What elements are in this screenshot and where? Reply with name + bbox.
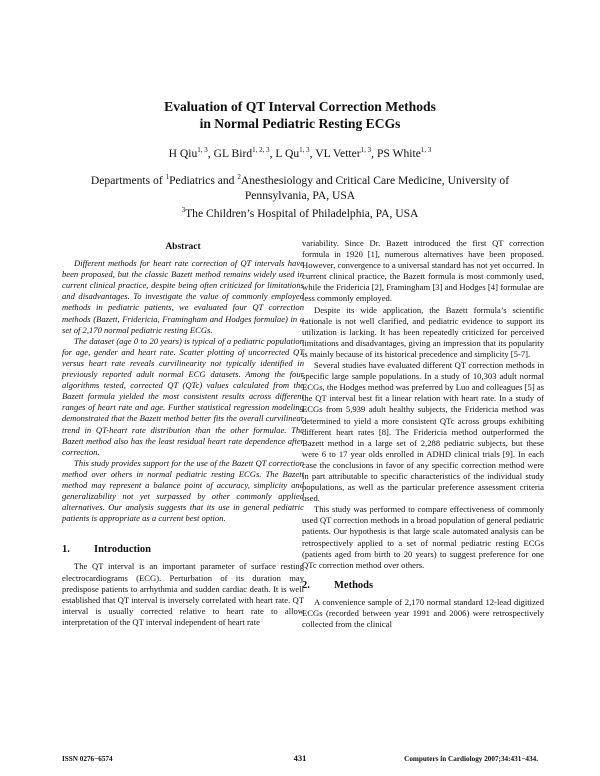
affil-sup: 2 — [237, 173, 241, 181]
section-heading-methods — [302, 580, 544, 591]
right-column — [302, 238, 544, 630]
author-sup: 1, 3 — [197, 146, 208, 154]
author-list: H Qiu$^{1, 3}$, GL Bird$^{1, 2, 3}$, L Qu$^{1, 3}$, VL Vetter$^{1, 3}$, PS White$^{1, 3}$ — [168, 146, 432, 160]
affil-sup: 1 — [165, 173, 170, 181]
affil-sup: 3 — [181, 205, 186, 214]
author: PS White — [376, 146, 421, 160]
affiliations — [80, 170, 520, 221]
author: H Qiu — [168, 146, 198, 160]
author: GL Bird — [213, 146, 253, 160]
body-paragraph: A convenience sample of 2,170 normal standard 12-lead digitized ECGs (recorded between year 1991 and 2006) were retrospectively collected from the clinical — [302, 596, 544, 630]
section-number: 1. — [62, 544, 70, 556]
author-sup: 1, 3 — [420, 146, 432, 154]
author: L Qu — [275, 146, 300, 160]
footer-page-number: 431 — [293, 753, 307, 763]
author-sup: 1, 2, 3 — [252, 146, 270, 154]
affiliation-line-1 — [80, 170, 520, 203]
footer-issn: ISSN 0276−6574 — [62, 755, 113, 763]
affiliation-line-2 — [80, 203, 520, 221]
body-paragraph: The QT interval is an important parameter of surface resting electrocardiograms (ECG). Perturbation of its duration may predispose patients to arrhythmia and sudden cardiac death. It is well established that QT interval is inversely correlated with heart rate. QT interval is usually corrected relative to heart rate to allow interpretation of the QT interval independent of heart rate — [62, 561, 304, 627]
body-paragraph: Several studies have evaluated different QT correction methods in specific large sample populations. In a study of 10,303 adult normal ECGs, the Hodges method was preferred by Luo and colleagues [5] as the QT interval best fit a linear relation with heart rate. In a study of ECGs from 5,939 adult healthy subjects, the Fridericia method was determined to yield a more consistent QTc across groups exhibiting different heart rates [8]. The Fridericia method outperformed the Bazett method in a large set of 2,288 pediatric subjects, but these were 6 to 17 year olds enrolled in ADHD clinical trials [9]. In each case the conclusions in favor of any specific correction method were in part attributable to specific characteristics of the individual study populations, as well as the particular preference assessment criteria used. — [302, 360, 544, 504]
affil-text: Anesthesiology and Critical Care Medicine, University of Pennsylvania, PA, USA — [240, 173, 510, 202]
author-sup: 1, 3 — [299, 146, 310, 154]
affil-text: Departments of — [90, 173, 166, 187]
left-column — [62, 238, 304, 628]
body-paragraph: Despite its wide application, the Bazett formula’s scientific rationale is not well clarified, and pediatric evidence to support its utilization is lacking. It has been repeatedly criticized for perceived limitations and disadvantages, giving an impression that its popularity is mainly because of its historical precedence and simplicity [5-7]. — [302, 304, 544, 359]
abstract-paragraph: Different methods for heart rate correction of QT intervals have been proposed, but the classic Bazett method remains widely used in current clinical practice, despite being often criticized for limitations and disadvantages. To investigate the value of commonly employed methods in pediatric patients, we evaluated four QT correction methods (Bazett, Fridericia, Framingham and Hodges formulae) in a set of 2,170 normal pediatric resting ECGs. — [62, 258, 304, 335]
title-line-2: in Normal Pediatric Resting ECGs — [199, 116, 401, 131]
abstract — [62, 242, 304, 524]
body-paragraph: This study was performed to compare effectiveness of commonly used QT correction methods in a broad population of general pediatric patients. Our hypothesis is that large scale automated analysis can be retrospectively applied to a set of normal pediatric resting ECGs (patients aged from birth to 20 years) to suggest preference for one QTc correction method over others. — [302, 504, 544, 570]
footer-journal: Computers in Cardiology 2007;34:431−434. — [404, 755, 538, 763]
affil-text: Pediatrics and — [169, 173, 238, 187]
abstract-paragraph: This study provides support for the use of the Bazett QT correction method over others in normal pediatric resting ECGs. The Bazett method may represent a balance point of accuracy, simplicity and generalizability not yet surpassed by other commonly applied alternatives. Our analysis suggests that its use in general pediatric patients is appropriate as a current best option. — [62, 457, 304, 524]
title-line-1: Evaluation of QT Interval Correction Methods — [164, 99, 436, 114]
section-heading-introduction — [62, 544, 304, 555]
author-sup: 1, 3 — [360, 146, 372, 154]
abstract-heading: Abstract — [165, 242, 201, 252]
section-number: 2. — [302, 579, 310, 591]
author: VL Vetter — [315, 146, 361, 160]
affil-text: The Children’s Hospital of Philadelphia, PA, USA — [185, 206, 419, 220]
abstract-paragraph: The dataset (age 0 to 20 years) is typical of a pediatric population for age, gender and heart rate. Scatter plotting of uncorrected QT versus heart rate reveals curvilinearity not typically identified in previously reported adult normal ECG datasets. Among the four algorithms tested, corrected QT (QTc) values calculated from the Bazett formula yielded the most consistent results across different ranges of heart rate and age. Further statistical regression modeling demonstrated that the Bazett method better fits the overall curvilinear trend in QT-heart rate distribution than the other formulae. The Bazett method also has the least residual heart rate dependence after correction. — [62, 335, 304, 457]
paper-title — [0, 98, 600, 132]
section-title: Introduction — [94, 544, 151, 556]
section-title: Methods — [334, 579, 374, 591]
body-paragraph: variability. Since Dr. Bazett introduced the first QT correction formula in 1920 [1], numerous alternatives have been proposed. However, convergence to a universal standard has not yet occurred. In current clinical practice, the Bazett formula is most commonly used, while the Fridericia [2], Framingham [3] and Hodges [4] formulae are less commonly employed. — [302, 238, 544, 304]
